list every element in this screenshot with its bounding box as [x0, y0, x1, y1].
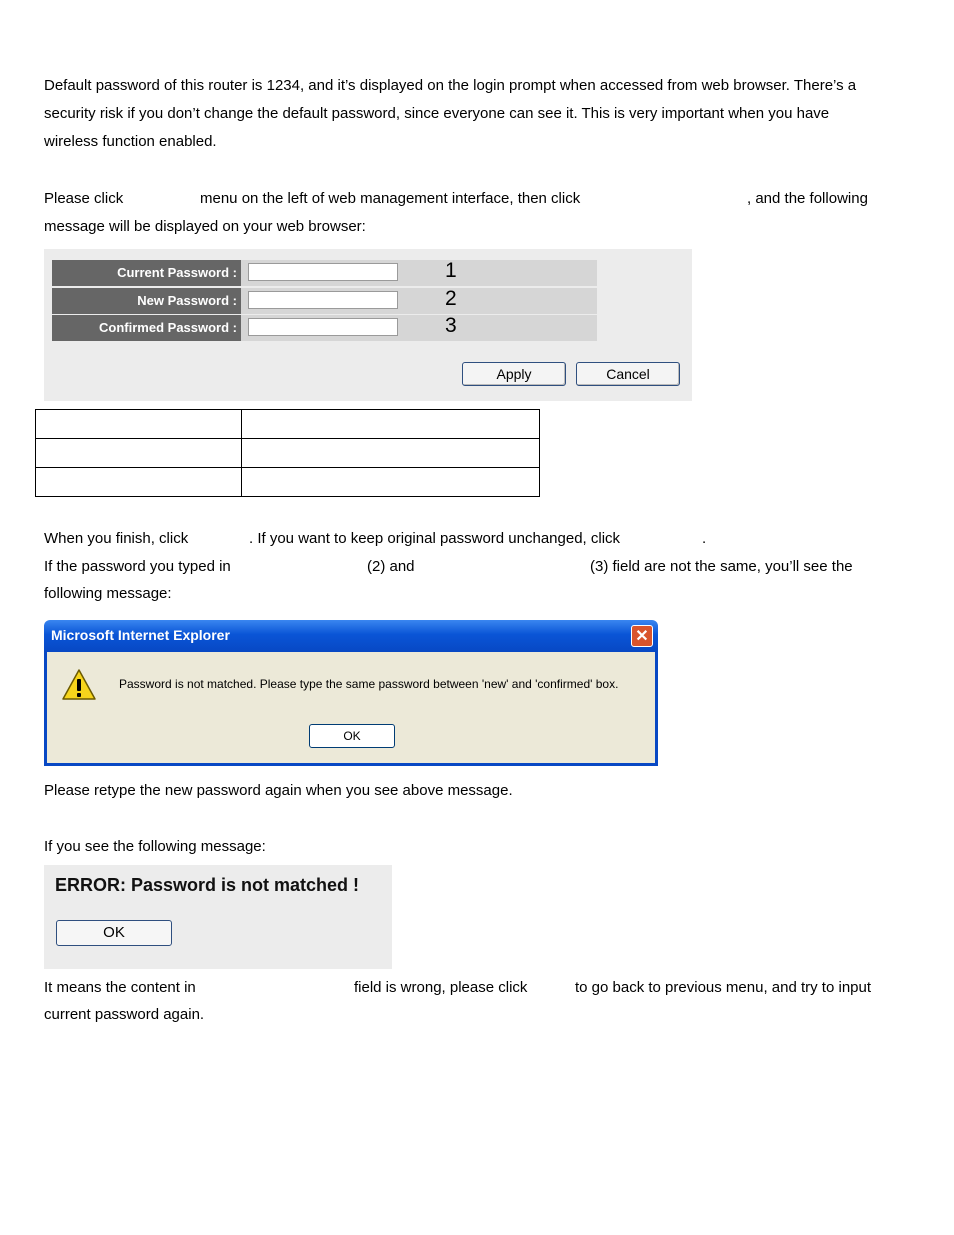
dialog-titlebar [44, 620, 658, 652]
confirmed-password-row [52, 315, 597, 341]
warning-icon [61, 668, 97, 702]
table-row [36, 468, 540, 497]
ie-alert-dialog [44, 620, 658, 766]
error-text: ERROR: Password is not matched ! [55, 875, 360, 895]
current-password-input[interactable] [248, 263, 398, 281]
table-cell [242, 410, 540, 439]
error-ok-button[interactable]: OK [56, 920, 172, 946]
dialog-ok-button[interactable]: OK [309, 724, 395, 748]
table-row [36, 410, 540, 439]
text-keep-original: . If you want to keep original password unchanged, click [249, 530, 621, 547]
field-description-table [35, 409, 540, 497]
text-period: . [702, 530, 707, 547]
new-password-input[interactable] [248, 291, 398, 309]
text-and-following: , and the following [747, 190, 868, 207]
confirmed-password-label: Confirmed Password : [52, 315, 241, 341]
confirmed-password-input[interactable] [248, 318, 398, 336]
text-when-finish: When you finish, click [44, 530, 189, 547]
dialog-body [44, 652, 658, 766]
paragraph-intro-line-2: security risk if you don’t change the default password, since everyone can see it. This is very important when you have [44, 105, 830, 122]
paragraph-wrong-content-line-2: current password again. [44, 1006, 205, 1023]
current-password-label: Current Password : [52, 260, 241, 286]
paragraph-retype: Please retype the new password again when you see above message. [44, 782, 513, 799]
apply-button[interactable]: Apply [462, 362, 566, 386]
text-field-wrong: field is wrong, please click [354, 979, 528, 996]
close-icon[interactable]: ✕ [631, 625, 653, 647]
paragraph-intro-line-3: wireless function enabled. [44, 133, 217, 150]
table-cell [242, 439, 540, 468]
password-form-screenshot [44, 249, 692, 401]
paragraph-following-message: If you see the following message: [44, 838, 266, 855]
table-cell [36, 439, 242, 468]
text-go-back: to go back to previous menu, and try to input [575, 979, 872, 996]
text-please-click: Please click [44, 190, 124, 207]
marker-1: 1 [445, 259, 457, 282]
current-password-row [52, 260, 597, 286]
table-cell [36, 468, 242, 497]
dialog-title: Microsoft Internet Explorer [51, 627, 230, 643]
new-password-row [52, 288, 597, 314]
cancel-button[interactable]: Cancel [576, 362, 680, 386]
paragraph-mismatch-line-2: following message: [44, 585, 172, 602]
marker-2: 2 [445, 287, 457, 310]
paragraph-intro-line-1: Default password of this router is 1234, and it’s displayed on the login prompt when accessed from web browser. There’s a [44, 77, 857, 94]
text-3-field-not-same: (3) field are not the same, you’ll see the [590, 558, 853, 575]
text-content-in: It means the content in [44, 979, 196, 996]
marker-3: 3 [445, 314, 457, 337]
text-if-password-typed: If the password you typed in [44, 558, 231, 575]
table-cell [242, 468, 540, 497]
error-message-box [44, 865, 392, 969]
paragraph-instructions-line-2: message will be displayed on your web browser: [44, 218, 366, 235]
dialog-message: Password is not matched. Please type the same password between 'new' and 'confirmed' box. [119, 677, 619, 691]
text-menu-on-left: menu on the left of web management interface, then click [200, 190, 581, 207]
text-2-and: (2) and [367, 558, 415, 575]
table-cell [36, 410, 242, 439]
table-row [36, 439, 540, 468]
new-password-label: New Password : [52, 288, 241, 314]
